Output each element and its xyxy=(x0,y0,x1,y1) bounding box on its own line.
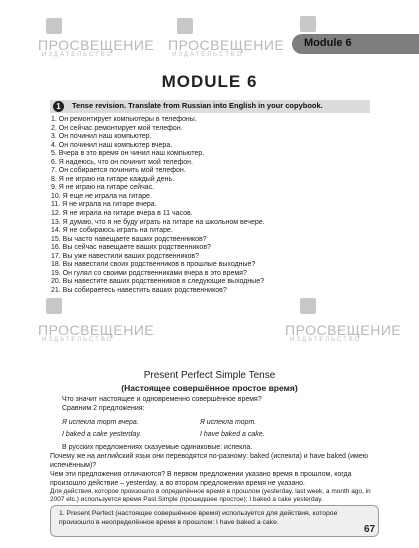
example-en-right: I have baked a cake. xyxy=(200,431,265,438)
list-item: 8. Я не играю на гитаре каждый день. xyxy=(51,175,175,183)
exercise-list xyxy=(51,116,265,295)
list-item: 12. Я не играла на гитаре вчера в 11 часов. xyxy=(51,210,193,218)
publisher-logo-icon xyxy=(46,18,62,34)
example-ru-right: Я испекла торт. xyxy=(200,419,257,426)
list-item: 17. Вы уже навестили ваших родственников? xyxy=(51,252,200,260)
publisher-watermark: ПРОСВЕЩЕНИЕ xyxy=(168,37,285,53)
intro-text: Сравним 2 предложения: xyxy=(62,405,145,412)
list-item: 5. Вчера в это время он чинил наш компьютер. xyxy=(51,150,205,158)
publisher-watermark: ПРОСВЕЩЕНИЕ xyxy=(38,37,155,53)
publisher-logo-icon xyxy=(300,16,316,32)
list-item: 19. Он гулял со своими родственниками вчера в это время? xyxy=(51,269,247,277)
paragraph: Чем эти предложения отличаются? В первом предложении указано время в прошлом, когда произошло действие – yesterday, а во втором предложении время не указано. xyxy=(50,471,352,487)
publisher-watermark: ПРОСВЕЩЕНИЕ xyxy=(285,322,402,338)
list-item: 9. Я не играю на гитаре сейчас. xyxy=(51,184,155,192)
list-item: 20. Вы навестите ваших родственников в следующие выходные? xyxy=(51,278,265,286)
section-title: Present Perfect Simple Tense xyxy=(143,370,276,381)
list-item: 13. Я думаю, что я не буду играть на гитаре на школьном вечере. xyxy=(51,218,265,226)
list-item: 14. Я не собираюсь играть на гитаре. xyxy=(51,227,173,235)
page-title: MODULE 6 xyxy=(161,72,258,91)
paragraph: Для действия, которое произошло в определённое время в прошлом (yesterday, last week, a month ago, in 2007 etc.) используется время Past Simple (прошедшее простое): I baked a cake yesterday. xyxy=(50,488,371,503)
rule-text: 1. Present Perfect (настоящее совершённое время) используется для действия, которое произошло в неопределённое время в прошлом: I have baked a cake. xyxy=(59,510,338,526)
publisher-watermark-sub: ИЗДАТЕЛЬСТВО xyxy=(42,52,114,58)
list-item: 10. Я еще не играла на гитаре. xyxy=(51,192,152,200)
section-subtitle: (Настоящее совершённое простое время) xyxy=(121,383,298,393)
publisher-logo-icon xyxy=(177,18,193,34)
list-item: 2. Он сейчас ремонтирует мой телефон. xyxy=(51,124,183,132)
publisher-watermark-sub: ИЗДАТЕЛЬСТВО xyxy=(172,52,244,58)
publisher-logo-icon xyxy=(300,298,316,314)
list-item: 7. Он собирается починить мой телефон. xyxy=(51,167,186,175)
module-tab xyxy=(292,34,419,54)
list-item: 3. Он починил наш компьютер. xyxy=(51,133,152,141)
example-en-left: I baked a cake yesterday. xyxy=(62,431,142,438)
paragraph: Почему же на английский язык они переводятся по-разному: baked (испекла) и have baked (имею испечённым)? xyxy=(50,453,369,469)
list-item: 18. Вы навестили своих родственников в прошлые выходные? xyxy=(51,261,256,269)
list-item: 15. Вы часто навещаете ваших родственников? xyxy=(51,235,207,243)
list-item: 6. Я надеюсь, что он починит мой телефон. xyxy=(51,158,193,166)
publisher-logo-icon xyxy=(46,298,62,314)
list-item: 21. Вы собираетесь навестить ваших родственников? xyxy=(51,286,227,294)
publisher-watermark-sub: ИЗДАТЕЛЬСТВО xyxy=(42,337,114,343)
intro-text: Что значит настоящее и одновременно совершённое время? xyxy=(62,396,262,403)
page-number: 67 xyxy=(364,524,376,535)
exercise-number: 1 xyxy=(53,101,64,112)
list-item: 4. Он починил наш компьютер вчера. xyxy=(51,141,173,149)
publisher-watermark: ПРОСВЕЩЕНИЕ xyxy=(38,322,155,338)
list-item: 1. Он ремонтирует компьютеры в телефоны. xyxy=(51,116,197,123)
exercise-instruction: Tense revision. Translate from Russian into English in your copybook. xyxy=(72,101,323,110)
publisher-watermark-sub: ИЗДАТЕЛЬСТВО xyxy=(290,337,362,343)
module-tab-label: Module 6 xyxy=(304,37,352,49)
rule-box xyxy=(50,505,379,537)
paragraph: В русских предложениях сказуемые одинаковые: испекла. xyxy=(62,444,253,451)
example-ru-left: Я испекла торт вчера. xyxy=(62,419,139,426)
list-item: 16. Вы сейчас навещаете ваших родственников? xyxy=(51,244,211,252)
list-item: 11. Я не играла на гитаре вчера. xyxy=(51,201,157,209)
